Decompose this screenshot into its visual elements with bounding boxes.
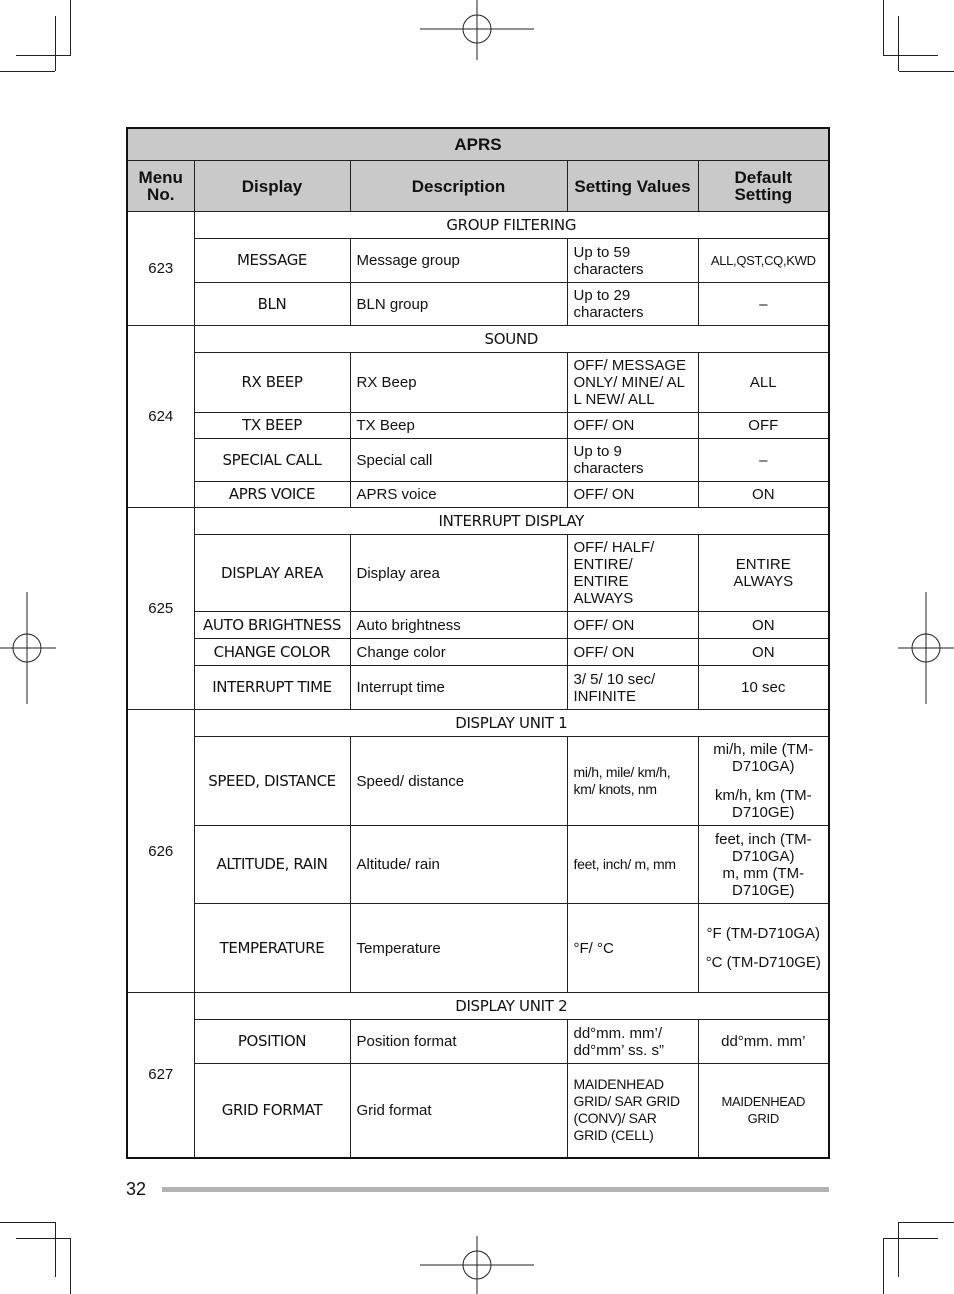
table-row [127,639,829,666]
description-cell: Position format [350,1020,567,1064]
default-setting-cell [698,904,829,993]
description-cell: Special call [350,439,567,482]
setting-values-cell: Up to 29 characters [567,283,698,326]
registration-mark-bottom [420,1236,534,1294]
default-setting-cell: ON [698,639,829,666]
display-cell: TX BEEP [194,413,350,439]
setting-values-cell: 3/ 5/ 10 sec/ INFINITE [567,666,698,710]
table-row [127,612,829,639]
display-cell: SPEED, DISTANCE [194,737,350,826]
default-setting-cell: ALL,QST,CQ,KWD [698,239,829,283]
display-cell: POSITION [194,1020,350,1064]
table-row [127,283,829,326]
header-menu-no: Menu No. [127,161,194,212]
display-cell: RX BEEP [194,353,350,413]
registration-mark-right [898,592,954,704]
table-row [127,239,829,283]
footer-rule [162,1187,829,1192]
default-setting-cell: OFF [698,413,829,439]
default-setting-cell: ON [698,612,829,639]
header-display: Display [194,161,350,212]
setting-values-cell: MAIDENHEAD GRID/ SAR GRID (CONV)/ SAR GRID (CELL) [567,1064,698,1158]
group-heading: DISPLAY UNIT 1 [194,710,829,737]
menu-number: 627 [127,993,194,1158]
default-setting-cell: MAIDENHEAD GRID [698,1064,829,1158]
menu-number: 625 [127,508,194,710]
default-setting-cell [698,737,829,826]
description-cell: TX Beep [350,413,567,439]
default-ga: mi/h, mile (TM-D710GA) [713,741,814,775]
setting-values-cell: mi/h, mile/ km/h, km/ knots, nm [567,737,698,826]
table-row [127,666,829,710]
description-cell: Altitude/ rain [350,826,567,904]
description-cell: BLN group [350,283,567,326]
description-cell: Message group [350,239,567,283]
setting-values-cell: OFF/ ON [567,612,698,639]
table-row [127,826,829,904]
default-setting-cell: dd°mm. mm’ [698,1020,829,1064]
default-setting-cell: ENTIRE ALWAYS [698,535,829,612]
group-heading: DISPLAY UNIT 2 [194,993,829,1020]
table-row [127,535,829,612]
table-row [127,1064,829,1158]
setting-values-cell: OFF/ ON [567,639,698,666]
table-row [127,326,829,353]
table-row [127,710,829,737]
default-setting-cell: – [698,439,829,482]
setting-values-cell: Up to 59 characters [567,239,698,283]
setting-values-cell: OFF/ MESSAGE ONLY/ MINE/ ALL NEW/ ALL [567,353,698,413]
header-setting-values: Setting Values [567,161,698,212]
group-heading: GROUP FILTERING [194,212,829,239]
default-ge: m, mm (TM-D710GE) [722,864,805,899]
display-cell: GRID FORMAT [194,1064,350,1158]
header-default-setting: Default Setting [698,161,829,212]
display-cell: INTERRUPT TIME [194,666,350,710]
header-description: Description [350,161,567,212]
table-title: APRS [127,128,829,161]
setting-values-cell: °F/ °C [567,904,698,993]
display-cell: DISPLAY AREA [194,535,350,612]
description-cell: Interrupt time [350,666,567,710]
description-cell: Speed/ distance [350,737,567,826]
display-cell: BLN [194,283,350,326]
description-cell: Display area [350,535,567,612]
display-cell: ALTITUDE, RAIN [194,826,350,904]
setting-values-cell: dd°mm. mm’/ dd°mm’ ss. s” [567,1020,698,1064]
default-ge: °C (TM-D710GE) [705,954,821,971]
registration-mark-top [420,0,534,60]
default-setting-cell: 10 sec [698,666,829,710]
default-ge: km/h, km (TM-D710GE) [714,787,812,821]
page-number: 32 [126,1179,147,1199]
menu-number: 623 [127,212,194,326]
menu-number: 624 [127,326,194,508]
default-ga: °F (TM-D710GA) [706,925,821,942]
description-cell: APRS voice [350,482,567,508]
table-row [127,904,829,993]
table-row [127,993,829,1020]
display-cell: TEMPERATURE [194,904,350,993]
table-row [127,1020,829,1064]
table-row [127,353,829,413]
setting-values-cell: feet, inch/ m, mm [567,826,698,904]
registration-mark-left [0,592,56,704]
display-cell: CHANGE COLOR [194,639,350,666]
description-cell: Change color [350,639,567,666]
display-cell: AUTO BRIGHTNESS [194,612,350,639]
description-cell: Grid format [350,1064,567,1158]
description-cell: Auto brightness [350,612,567,639]
display-cell: SPECIAL CALL [194,439,350,482]
setting-values-cell: OFF/ ON [567,482,698,508]
display-cell: APRS VOICE [194,482,350,508]
setting-values-cell: OFF/ ON [567,413,698,439]
table-row [127,212,829,239]
menu-number: 626 [127,710,194,993]
table-row [127,482,829,508]
description-cell: Temperature [350,904,567,993]
default-setting-cell: ON [698,482,829,508]
table-row [127,508,829,535]
default-setting-cell [698,826,829,904]
group-heading: INTERRUPT DISPLAY [194,508,829,535]
table-row [127,737,829,826]
table-row [127,439,829,482]
default-ga: feet, inch (TM-D710GA) [714,830,812,865]
default-setting-cell: ALL [698,353,829,413]
group-heading: SOUND [194,326,829,353]
default-setting-cell: – [698,283,829,326]
setting-values-cell: OFF/ HALF/ ENTIRE/ ENTIRE ALWAYS [567,535,698,612]
description-cell: RX Beep [350,353,567,413]
display-cell: MESSAGE [194,239,350,283]
aprs-menu-table [126,127,830,1159]
table-row [127,413,829,439]
setting-values-cell: Up to 9 characters [567,439,698,482]
